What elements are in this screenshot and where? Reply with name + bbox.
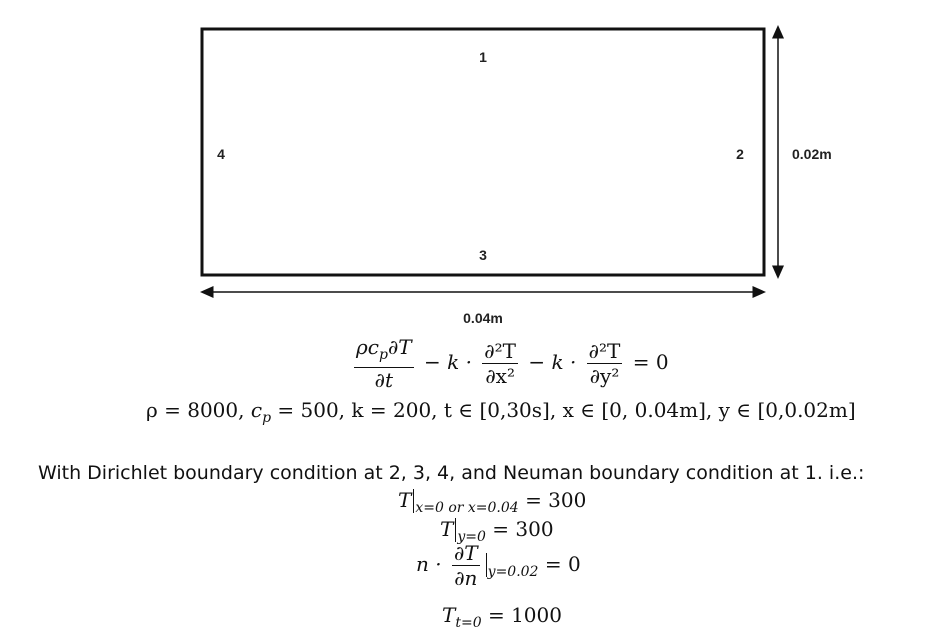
c3-pre: n ·	[416, 552, 442, 576]
condition-neumann	[416, 542, 581, 589]
term3-denominator: ∂y²	[589, 364, 620, 388]
c1-lhs: T	[398, 488, 412, 512]
c2-sub: y=0	[457, 529, 486, 545]
side-label-bottom: 3	[479, 247, 487, 263]
operator-2: − k ·	[528, 350, 577, 374]
c4-sub: t=0	[455, 615, 482, 631]
operator-1: − k ·	[423, 350, 472, 374]
term2-denominator: ∂x²	[485, 364, 515, 388]
domain-rectangle	[202, 29, 764, 275]
y-diffusion-term	[587, 340, 623, 387]
param-y: y ∈ [0,0.02m]	[718, 398, 856, 422]
param-cp-symbol: c	[250, 398, 263, 422]
evaluation-bar	[486, 553, 487, 577]
param-x: x ∈ [0, 0.04m],	[562, 398, 713, 422]
param-cp-value: = 500,	[271, 398, 346, 422]
height-dimension-label: 0.02m	[792, 146, 832, 162]
boundary-description: With Dirichlet boundary condition at 2, 3, 4, and Neuman boundary condition at 1. i.e.:	[38, 462, 865, 484]
condition-dirichlet-x	[398, 488, 586, 516]
c3-denominator: ∂n	[454, 566, 478, 590]
term1-numerator-sub: p	[378, 347, 388, 363]
c2-lhs: T	[440, 517, 454, 541]
side-label-left: 4	[217, 146, 225, 162]
c1-rhs: = 300	[525, 488, 587, 512]
heat-equation	[350, 336, 669, 391]
time-derivative-term	[354, 336, 414, 391]
term2-numerator: ∂²T	[484, 339, 516, 363]
side-label-top: 1	[479, 49, 487, 65]
c3-normal-derivative	[452, 542, 480, 589]
term1-numerator-tail: ∂T	[387, 335, 412, 359]
c3-sub: y=0.02	[487, 564, 539, 580]
x-diffusion-term	[482, 340, 518, 387]
c3-rhs: = 0	[544, 552, 581, 576]
c2-rhs: = 300	[492, 517, 554, 541]
c4-lhs: T	[442, 603, 456, 627]
condition-initial	[442, 603, 562, 631]
side-label-right: 2	[736, 146, 744, 162]
width-dimension-label: 0.04m	[463, 310, 503, 326]
parameters-line	[146, 398, 856, 426]
term1-denominator: ∂t	[374, 368, 393, 392]
param-cp-sub: p	[262, 410, 272, 426]
equation-rhs: = 0	[632, 350, 669, 374]
c3-numerator: ∂T	[453, 541, 478, 565]
param-k: k = 200,	[351, 398, 438, 422]
param-t: t ∈ [0,30s],	[443, 398, 557, 422]
term1-numerator: ρc	[356, 335, 379, 359]
term3-numerator: ∂²T	[588, 339, 621, 363]
param-rho: ρ = 8000,	[146, 398, 245, 422]
c4-rhs: = 1000	[487, 603, 562, 627]
c1-sub: x=0 or x=0.04	[415, 500, 519, 516]
